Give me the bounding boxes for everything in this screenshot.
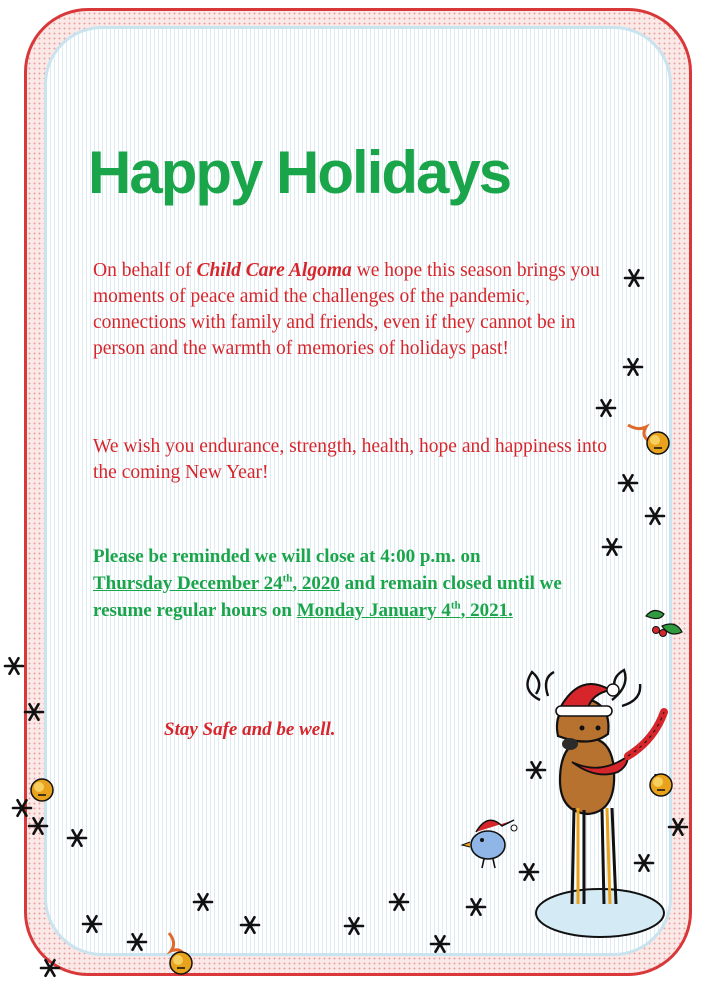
page-title: Happy Holidays xyxy=(88,139,511,206)
snowflake-icon xyxy=(5,658,23,674)
jingle-bell-icon xyxy=(650,774,672,796)
snowflake-icon xyxy=(13,800,31,816)
snowflake-icon xyxy=(431,936,449,952)
snowflake-icon xyxy=(345,918,363,934)
snowflake-icon xyxy=(25,704,43,720)
closing-date-year: , 2020 xyxy=(292,573,340,594)
snowflake-icon xyxy=(41,960,59,976)
jingle-bell-icon xyxy=(169,933,192,974)
reindeer-illustration xyxy=(528,670,665,937)
reopen-date-text: Monday January 4 xyxy=(296,600,451,621)
snowflake-icon xyxy=(625,270,643,286)
organization-name: Child Care Algoma xyxy=(196,260,352,281)
snowflake-icon xyxy=(241,917,259,933)
jingle-bell-icon xyxy=(31,779,53,801)
snowflake-icon xyxy=(669,819,687,835)
jingle-bell-icon xyxy=(628,425,669,454)
snowflake-icon xyxy=(390,894,408,910)
snowflake-icon xyxy=(527,762,545,778)
snowflake-icon xyxy=(29,818,47,834)
closing-date-text: Thursday December 24 xyxy=(93,573,283,594)
snowflake-icon xyxy=(603,539,621,555)
holly-icon xyxy=(646,610,682,636)
snowflake-icon xyxy=(619,475,637,491)
snowflake-icon xyxy=(635,855,653,871)
snowflake-icon xyxy=(68,830,86,846)
snowflake-icon xyxy=(520,864,538,880)
notice-line1: Please be reminded we will close at 4:00 p.m. on xyxy=(93,546,481,567)
closing-line: Stay Safe and be well. xyxy=(164,719,336,740)
snowflake-icon xyxy=(467,899,485,915)
wish-paragraph: We wish you endurance, strength, health, hope and happiness into the coming New Year! xyxy=(93,436,607,483)
snowflake-icon xyxy=(128,934,146,950)
reopen-date-suffix: th xyxy=(450,599,461,612)
snowflake-icon xyxy=(646,508,664,524)
snowflake-icon xyxy=(597,400,615,416)
snowflake-icon xyxy=(83,916,101,932)
snowflake-icon xyxy=(194,894,212,910)
closing-date-suffix: th xyxy=(282,572,293,585)
greeting-body: we hope this season brings you moments of peace amid the challenges of the pandemic, connections with family and friends, even if they cannot be in person and the warmth of memories of holidays past! xyxy=(93,260,600,359)
greeting-intro: On behalf of xyxy=(93,260,197,281)
snowflake-icon xyxy=(624,359,642,375)
reopen-date-year: , 2021. xyxy=(460,600,513,621)
notice-middle: and remain closed until we resume regular hours on xyxy=(93,573,562,621)
bird-illustration xyxy=(462,820,517,868)
